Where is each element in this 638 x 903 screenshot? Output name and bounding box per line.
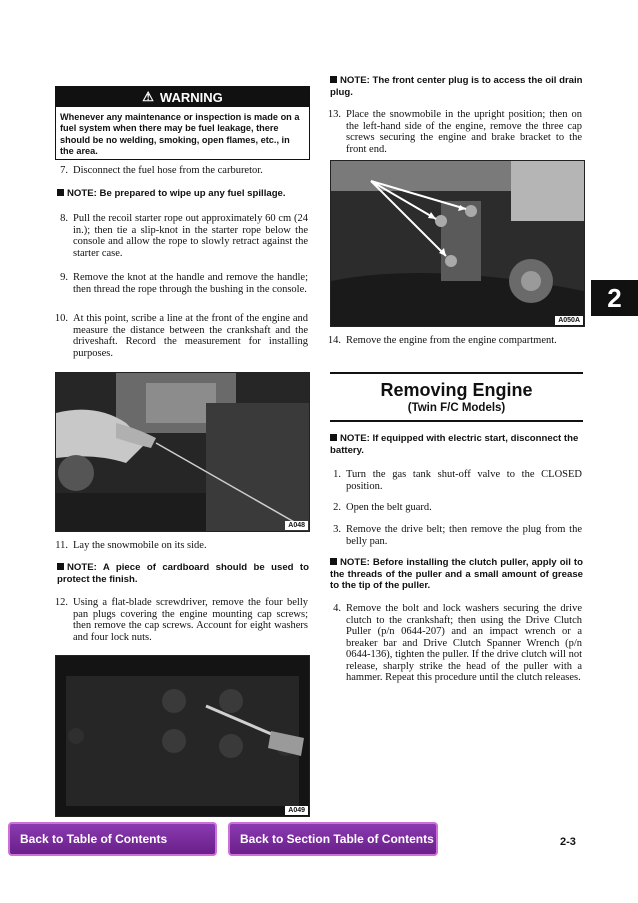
back-to-section-toc-label: Back to Section Table of Contents (240, 832, 434, 846)
warning-header (56, 87, 309, 107)
section-subtitle: (Twin F/C Models) (407, 402, 506, 414)
engine-photo-illustration (56, 373, 309, 531)
note-oil-drain: NOTE: The front center plug is to access the oil drain plug. (330, 75, 583, 98)
bullet-square-icon (57, 189, 64, 196)
belly-pan-photo-illustration (56, 656, 309, 816)
section-title: Removing Engine (380, 380, 533, 400)
step-9: 9. Remove the knot at the handle and remove the handle; then thread the rope through the bushing in the console. (60, 272, 308, 295)
note-electric-start: NOTE: If equipped with electric start, disconnect the battery. (330, 433, 579, 456)
note-cardboard: NOTE: A piece of cardboard should be used to protect the finish. (57, 562, 309, 585)
back-to-section-toc-button[interactable] (228, 822, 438, 856)
step-3: 3. Remove the drive belt; then remove the plug from the belly pan. (333, 524, 582, 547)
note-fuel-spillage: NOTE: Be prepared to wipe up any fuel spillage. (57, 188, 309, 200)
warning-box (55, 86, 310, 160)
step-7: 7. Disconnect the fuel hose from the carburetor. (60, 165, 263, 176)
bullet-square-icon (330, 434, 337, 441)
chapter-tab (591, 280, 638, 316)
section-heading (330, 372, 583, 422)
back-to-toc-button[interactable] (8, 822, 217, 856)
bullet-square-icon (330, 558, 337, 565)
chapter-number: 2 (607, 282, 622, 313)
photo-recoil-starter (55, 372, 310, 532)
bullet-square-icon (330, 76, 337, 83)
photo-caption: A049 (285, 806, 308, 815)
step-13: 13. Place the snowmobile in the upright position; then on the left-hand side of the engine, remove the three cap screws securing the engine and brake bracket to the front end. (327, 109, 582, 155)
warning-body: Whenever any maintenance or inspection is made on a fuel system when there may be fuel leakage, there should be no welding, smoking, open flames, etc., in the area. (60, 112, 300, 156)
warning-title: WARNING (159, 89, 223, 105)
step-12: 12. Using a flat-blade screwdriver, remove the four belly pan plugs covering the engine mounting cap screws; then remove the cap screws. Account for eight washers and four lock nuts. (54, 597, 308, 643)
step-8: 8. Pull the recoil starter rope out approximately 60 cm (24 in.); then tie a slip-knot in the starter rope below the console and allow the rope to slowly retract against the starter case. (60, 213, 308, 259)
photo-caption: A050A (555, 316, 583, 325)
step-2: 2. Open the belt guard. (333, 502, 432, 513)
page-number: 2-3 (560, 836, 576, 848)
bullet-square-icon (57, 563, 64, 570)
photo-caption: A048 (285, 521, 308, 530)
step-14: 14. Remove the engine from the engine compartment. (327, 335, 557, 346)
step-1: 1. Turn the gas tank shut-off valve to the CLOSED position. (333, 469, 582, 492)
warning-triangle-icon: ⚠ (142, 89, 154, 104)
photo-belly-pan (55, 655, 310, 817)
back-to-toc-label: Back to Table of Contents (20, 832, 168, 846)
step-11: 11. Lay the snowmobile on its side. (55, 540, 207, 551)
step-10: 10. At this point, scribe a line at the front of the engine and measure the distance between the crankshaft and the driveshaft. Record the measurement for installing purposes. (54, 313, 308, 359)
photo-engine-bracket (330, 160, 585, 327)
note-clutch-puller: NOTE: Before installing the clutch puller, apply oil to the threads of the puller and a small amount of grease to the tip of the puller. (330, 557, 583, 591)
engine-bracket-photo-illustration (331, 161, 584, 326)
step-4: 4. Remove the bolt and lock washers securing the drive clutch to the crankshaft; then using the Drive Clutch Puller (p/n 0644-207) and an impact wrench or a breaker bar and Drive Clutch Spanner Wrench (p/n 0644-136), tighten the puller. If the drive clutch will not release, sharply strike the head of the puller with a hammer. Repeat this procedure until the clutch releases. (333, 603, 582, 683)
